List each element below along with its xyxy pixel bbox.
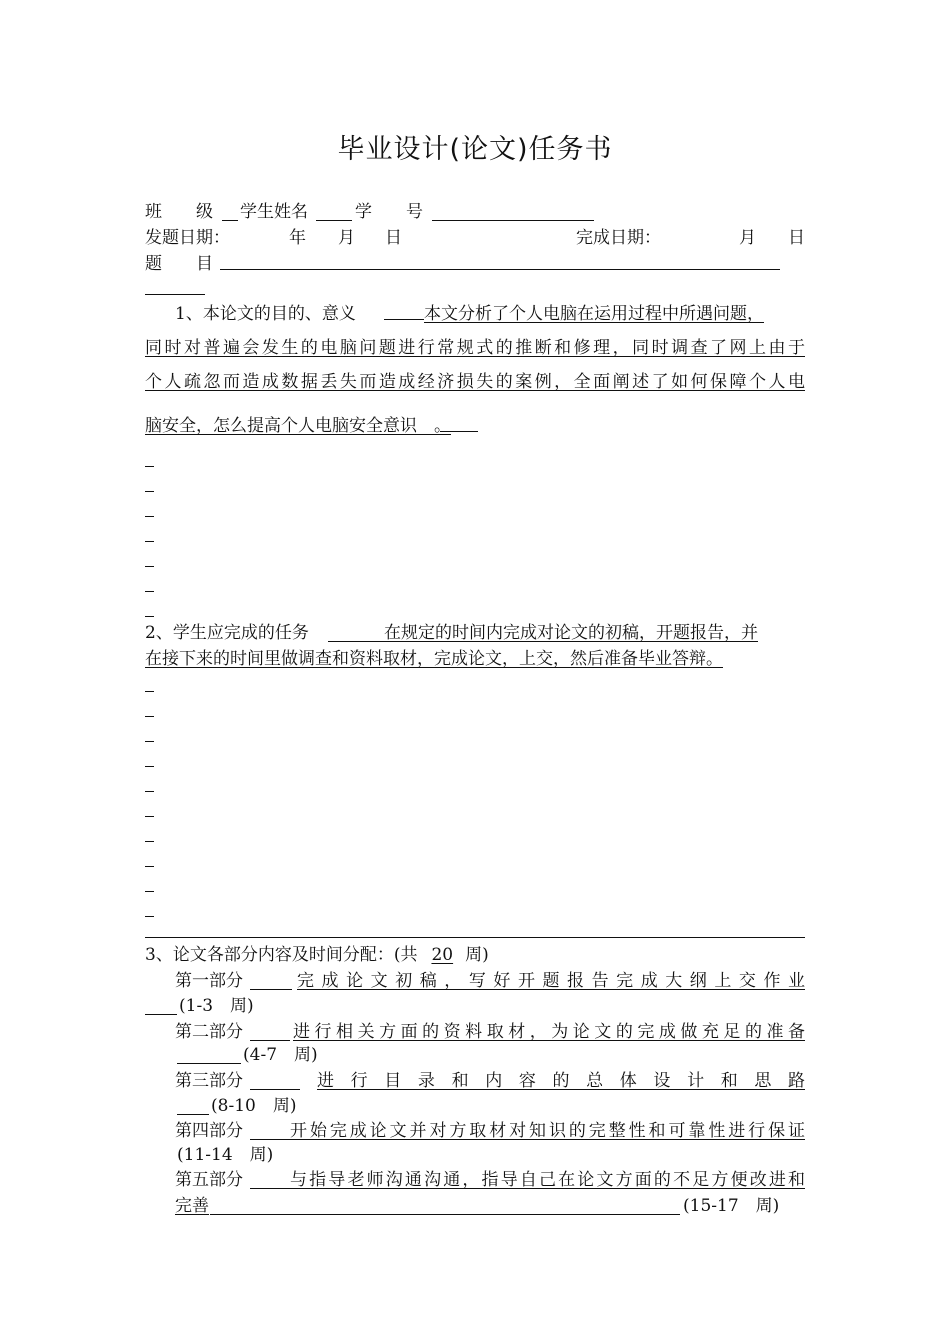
section1-line2: 同时对普遍会发生的电脑问题进行常规式的推断和修理，同时调查了网上由于 (145, 338, 805, 358)
blank-dash (145, 791, 154, 792)
issue-date-label: 发题日期： (145, 228, 230, 248)
part5-content: 与指导老师沟通沟通，指导自己在论文方面的不足方便改进和 (290, 1170, 805, 1190)
class-blank[interactable] (222, 220, 238, 221)
topic-blank-line2[interactable] (145, 294, 205, 295)
section-divider (145, 937, 805, 938)
blank-dash (145, 816, 154, 817)
part1-time: (1-3 周) (179, 996, 254, 1016)
section1-trail-blank (440, 431, 478, 432)
part2-time: (4-7 周) (243, 1045, 318, 1065)
topic-blank-line1[interactable] (220, 269, 780, 270)
blank-dash (145, 616, 154, 617)
blank-dash (145, 591, 154, 592)
student-id-blank[interactable] (432, 220, 594, 221)
part4-lead-blank (250, 1139, 290, 1140)
section1-lead-blank (384, 319, 424, 320)
part5-label: 第五部分 (175, 1170, 243, 1190)
issue-year-label: 年 (289, 228, 306, 248)
section1-line1: 本文分析了个人电脑在运用过程中所遇问题， (424, 304, 764, 324)
blank-dash (145, 866, 154, 867)
part5-time: (15-17 周) (683, 1196, 780, 1216)
section2-line1: 在规定的时间内完成对论文的初稿，开题报告，并 (384, 623, 758, 643)
part3-trail-blank (177, 1114, 209, 1115)
blank-dash (145, 466, 154, 467)
part1-lead-blank (250, 989, 292, 990)
finish-date-label: 完成日期： (576, 228, 661, 248)
part4-time: (11-14 周) (177, 1145, 274, 1165)
section3-heading (145, 943, 489, 967)
class-label: 班 级 (145, 202, 213, 222)
section3-heading-prefix: 3、论文各部分内容及时间分配：(共 (145, 945, 418, 965)
student-id-label: 学 号 (355, 202, 423, 222)
blank-dash (145, 891, 154, 892)
document-title: 毕业设计(论文)任务书 (337, 134, 613, 165)
blank-dash (145, 516, 154, 517)
section2-line2: 在接下来的时间里做调查和资料取材，完成论文，上交，然后准备毕业答辩。 (145, 649, 723, 669)
part4-content: 开始完成论文并对方取材对知识的完整性和可靠性进行保证 (290, 1121, 805, 1141)
part1-trail-blank (145, 1014, 177, 1015)
issue-day-label: 日 (385, 228, 402, 248)
part3-content: 进行目录和内容的总体设计和思路 (317, 1071, 805, 1091)
blank-dash (145, 541, 154, 542)
blank-dash (145, 766, 154, 767)
part3-label: 第三部分 (175, 1071, 243, 1091)
section2-lead-blank (328, 641, 384, 642)
blank-dash (145, 691, 154, 692)
finish-day-label: 日 (788, 228, 805, 248)
part2-content: 进行相关方面的资料取材，为论文的完成做充足的准备 (293, 1022, 805, 1042)
student-name-blank[interactable] (316, 220, 352, 221)
student-name-label: 学生姓名 (240, 202, 308, 222)
section1-line4: 脑安全，怎么提高个人电脑安全意识 。 (145, 416, 451, 436)
section1-heading: 1、本论文的目的、意义 (175, 304, 356, 324)
part2-label: 第二部分 (175, 1022, 243, 1042)
section2-heading: 2、学生应完成的任务 (145, 623, 309, 643)
weeks-total: 20 (431, 945, 454, 965)
part3-time: (8-10 周) (211, 1096, 297, 1116)
part5-content-continued: 完善 (175, 1196, 209, 1216)
part5-lead-blank (250, 1188, 290, 1189)
blank-dash (145, 841, 154, 842)
blank-dash (145, 916, 154, 917)
blank-dash (145, 741, 154, 742)
part1-label: 第一部分 (175, 971, 243, 991)
part3-lead-blank (250, 1089, 300, 1090)
finish-month-label: 月 (739, 228, 756, 248)
blank-dash (145, 566, 154, 567)
part1-content: 完成论文初稿，写好开题报告完成大纲上交作业 (297, 971, 805, 991)
topic-label: 题 目 (145, 254, 213, 274)
part2-lead-blank (250, 1040, 290, 1041)
issue-month-label: 月 (338, 228, 355, 248)
section3-heading-suffix: 周) (465, 945, 489, 965)
blank-dash (145, 716, 154, 717)
section1-line3: 个人疏忽而造成数据丢失而造成经济损失的案例，全面阐述了如何保障个人电 (145, 372, 805, 392)
part5-trail-blank (210, 1214, 680, 1215)
part4-label: 第四部分 (175, 1121, 243, 1141)
blank-dash (145, 491, 154, 492)
part2-trail-blank (177, 1063, 241, 1064)
